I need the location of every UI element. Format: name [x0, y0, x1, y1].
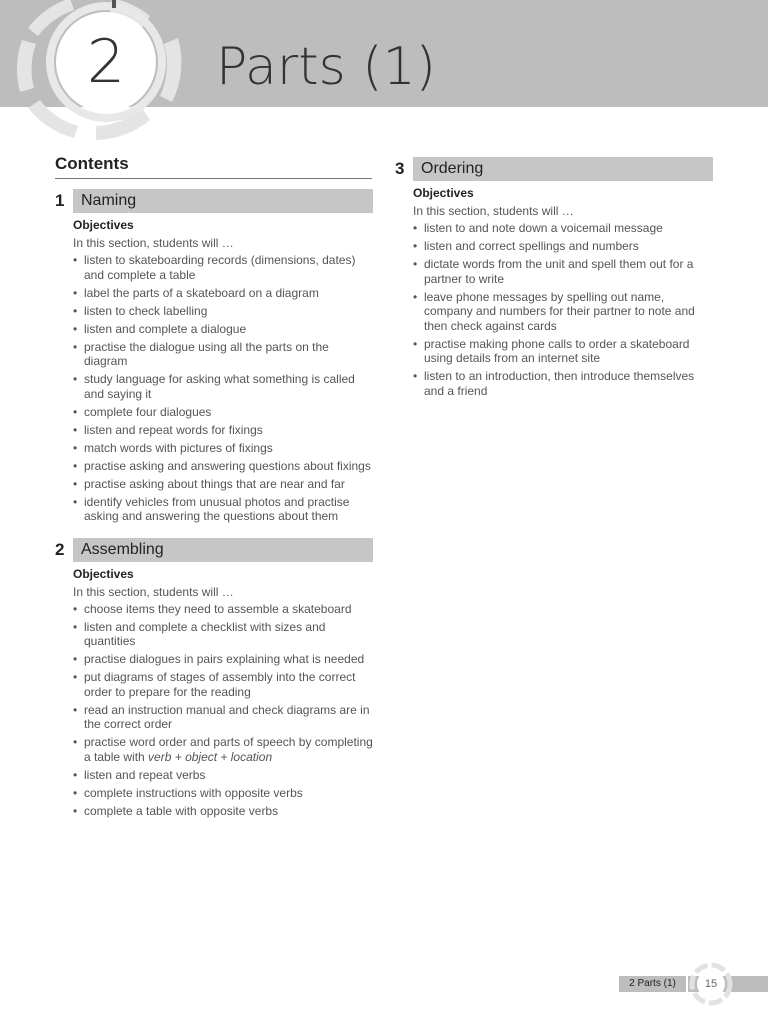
list-item: • listen and repeat verbs	[73, 768, 373, 783]
list-item: • match words with pictures of fixings	[73, 441, 373, 456]
objectives-label: Objectives	[413, 186, 474, 200]
list-item: • listen and correct spellings and numbers	[413, 239, 713, 254]
list-item: • leave phone messages by spelling out name, company and numbers for their partner to note and then check against cards	[413, 290, 713, 334]
list-item: • practise the dialogue using all the parts on the diagram	[73, 340, 373, 369]
section-header	[395, 157, 713, 181]
objectives-list	[73, 253, 373, 524]
intro-text: In this section, students will …	[413, 204, 574, 218]
section-title: Naming	[73, 189, 373, 213]
list-item: • put diagrams of stages of assembly into the correct order to prepare for the reading	[73, 670, 373, 699]
objectives-label: Objectives	[73, 566, 134, 581]
list-item: • label the parts of a skateboard on a diagram	[73, 286, 373, 301]
list-item-text: practise word order and parts of speech by completing a table with	[84, 735, 373, 764]
objectives-list	[413, 221, 713, 398]
list-item: • practise making phone calls to order a skateboard using details from an internet site	[413, 337, 713, 366]
section-number: 1	[55, 191, 65, 210]
section-assembling	[55, 538, 373, 819]
list-item: • listen and complete a dialogue	[73, 322, 373, 337]
list-item: • practise dialogues in pairs explaining what is needed	[73, 652, 373, 667]
list-item: • listen and repeat words for fixings	[73, 423, 373, 438]
intro-text: In this section, students will …	[73, 584, 234, 599]
footer-label: 2 Parts (1)	[619, 976, 686, 992]
list-item: • practise asking about things that are near and far	[73, 477, 373, 492]
list-item: • choose items they need to assemble a skateboard	[73, 602, 373, 617]
list-item: • identify vehicles from unusual photos and practise asking and answering the questions about them	[73, 495, 373, 524]
list-item: • study language for asking what something is called and saying it	[73, 372, 373, 401]
section-title: Assembling	[73, 538, 373, 562]
page-number: 15	[704, 978, 718, 990]
list-item: • listen and complete a checklist with sizes and quantities	[73, 620, 373, 649]
list-item: • complete four dialogues	[73, 405, 373, 420]
list-item: • complete a table with opposite verbs	[73, 804, 373, 819]
intro-text: In this section, students will …	[73, 236, 234, 250]
section-ordering	[395, 157, 713, 398]
objectives-label: Objectives	[73, 218, 134, 232]
list-item: • complete instructions with opposite verbs	[73, 786, 373, 801]
list-item: • listen to check labelling	[73, 304, 373, 319]
section-title: Ordering	[413, 157, 713, 181]
list-item: • read an instruction manual and check diagrams are in the correct order	[73, 703, 373, 732]
list-item: • practise asking and answering questions about fixings	[73, 459, 373, 474]
objectives-list	[73, 602, 373, 819]
section-naming	[55, 189, 373, 524]
chapter-title: Parts (1)	[216, 37, 436, 97]
list-item	[73, 735, 373, 764]
italic-phrase: verb + object + location	[148, 749, 273, 764]
list-item: • listen to and note down a voicemail message	[413, 221, 713, 236]
left-column	[55, 189, 373, 832]
list-item: • listen to skateboarding records (dimensions, dates) and complete a table	[73, 253, 373, 282]
section-number: 3	[395, 159, 405, 178]
list-item: • dictate words from the unit and spell them out for a partner to write	[413, 257, 713, 286]
section-header	[55, 538, 373, 562]
chapter-number: 2	[86, 27, 126, 97]
section-header	[55, 189, 373, 213]
list-item: • listen to an introduction, then introduce themselves and a friend	[413, 369, 713, 398]
right-column	[395, 157, 713, 412]
contents-heading: Contents	[55, 154, 372, 179]
section-number: 2	[55, 539, 65, 559]
